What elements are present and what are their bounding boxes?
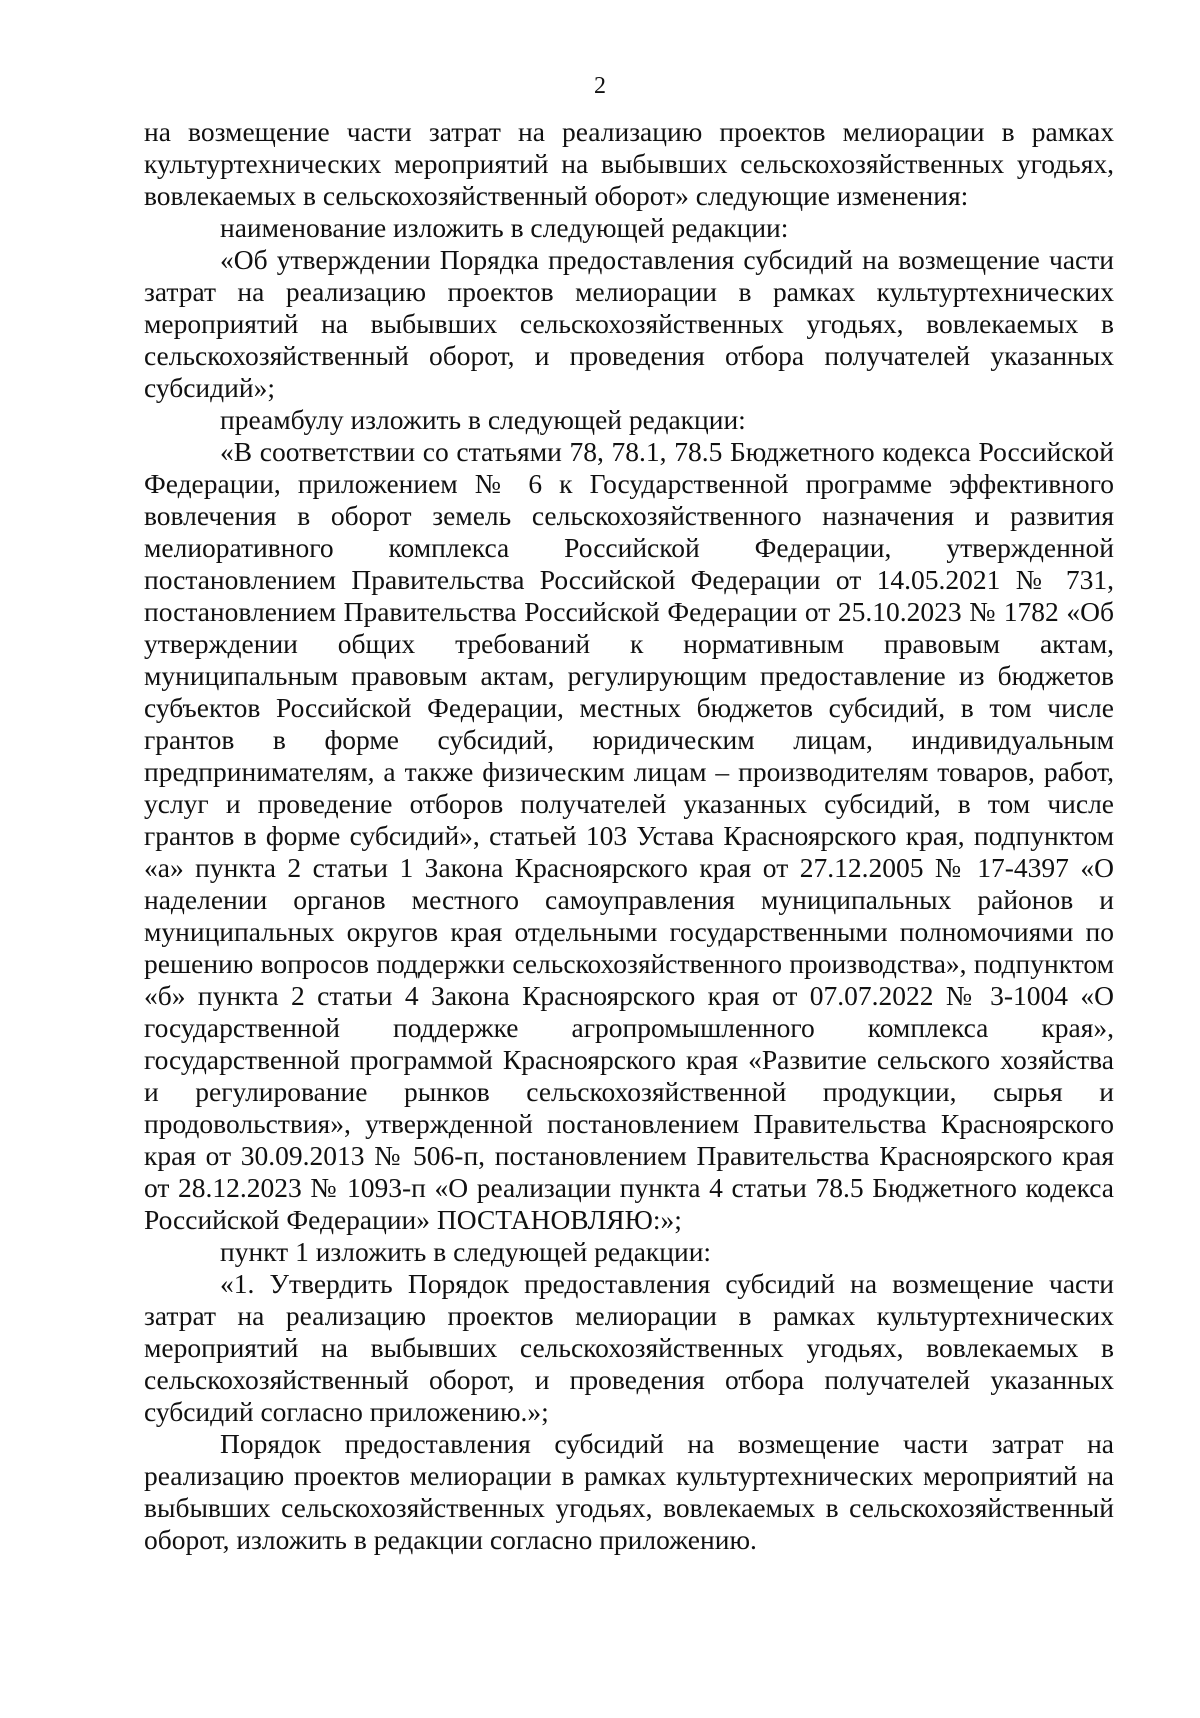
paragraph: Порядок предоставления субсидий на возмещение части затрат на реализацию проектов мелиорации в рамках культуртехнических мероприятий на выбывших сельскохозяйственных угодьях, вовлекаемых в сельскохозяйственный оборот, изложить в редакции согласно приложению.: [144, 1428, 1114, 1555]
paragraph: «В соответствии со статьями 78, 78.1, 78.5 Бюджетного кодекса Российской Федерации, приложением № 6 к Государственной программе эффективного вовлечения в оборот земель сельскохозяйственного назначения и развития мелиоративного комплекса Российской Федерации, утвержденной постановлением Правительства Российской Федерации от 14.05.2021 № 731, постановлением Правительства Российской Федерации от 25.10.2023 № 1782 «Об утверждении общих требований к нормативным правовым актам, муниципальным правовым актам, регулирующим предоставление из бюджетов субъектов Российской Федерации, местных бюджетов субсидий, в том числе грантов в форме субсидий, юридическим лицам, индивидуальным предпринимателям, а также физическим лицам – производителям товаров, работ, услуг и проведение отборов получателей указанных субсидий, в том числе грантов в форме субсидий», статьей 103 Устава Красноярского края, подпунктом «а» пункта 2 статьи 1 Закона Красноярского края от 27.12.2005 № 17-4397 «О наделении органов местного самоуправления муниципальных районов и муниципальных округов края отдельными государственными полномочиями по решению вопросов поддержки сельскохозяйственного производства», подпунктом «б» пункта 2 статьи 4 Закона Красноярского края от 07.07.2022 № 3-1004 «О государственной поддержке агропромышленного комплекса края», государственной программой Красноярского края «Развитие сельского хозяйства и регулирование рынков сельскохозяйственной продукции, сырья и продовольствия», утвержденной постановлением Правительства Красноярского края от 30.09.2013 № 506-п, постановлением Правительства Красноярского края от 28.12.2023 № 1093-п «О реализации пункта 4 статьи 78.5 Бюджетного кодекса Российской Федерации» ПОСТАНОВЛЯЮ:»;: [144, 436, 1114, 1235]
paragraph: на возмещение части затрат на реализацию проектов мелиорации в рамках культуртехнических мероприятий на выбывших сельскохозяйственных угодьях, вовлекаемых в сельскохозяйственный оборот» следующие изменения:: [144, 116, 1114, 211]
paragraph: преамбулу изложить в следующей редакции:: [220, 404, 746, 435]
paragraph: «1. Утвердить Порядок предоставления субсидий на возмещение части затрат на реализацию проектов мелиорации в рамках культуртехнических мероприятий на выбывших сельскохозяйственных угодьях, вовлекаемых в сельскохозяйственный оборот, и проведения отбора получателей указанных субсидий согласно приложению.»;: [144, 1268, 1114, 1427]
document-body: [144, 116, 1114, 1556]
page-number: 2: [594, 73, 606, 99]
paragraph: наименование изложить в следующей редакции:: [220, 212, 789, 243]
paragraph: пункт 1 изложить в следующей редакции:: [220, 1236, 712, 1267]
paragraph: «Об утверждении Порядка предоставления субсидий на возмещение части затрат на реализацию проектов мелиорации в рамках культуртехнических мероприятий на выбывших сельскохозяйственных угодьях, вовлекаемых в сельскохозяйственный оборот, и проведения отбора получателей указанных субсидий»;: [144, 244, 1114, 403]
